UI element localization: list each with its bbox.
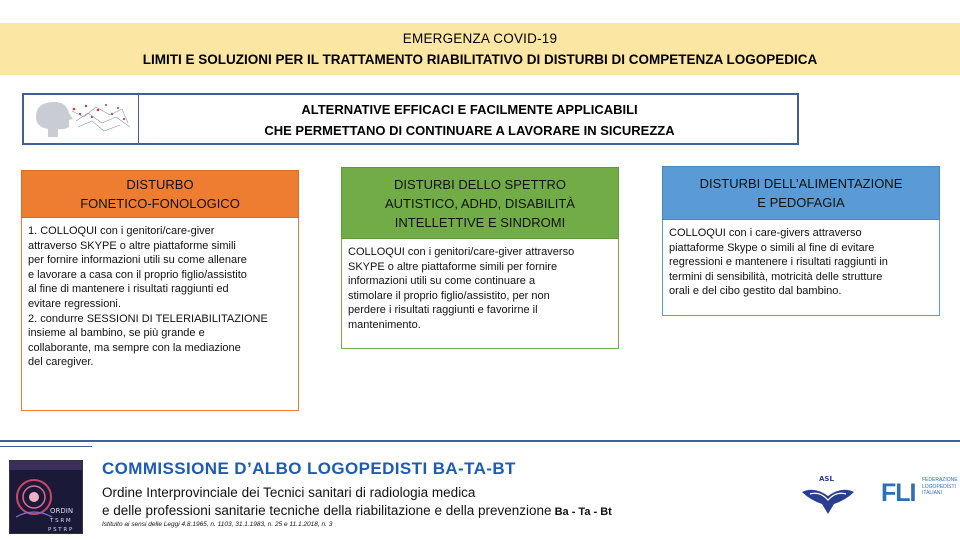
ordine-logo [9, 460, 83, 534]
column-body-fonetico [21, 218, 299, 411]
body-line: e lavorare a casa con il proprio figlio/assistito [28, 268, 247, 281]
body-line: orali e del cibo gestito dal bambino. [669, 285, 842, 298]
fli-logo-text-line: LOGOPEDISTI [922, 483, 956, 490]
header-title-line2: LIMITI E SOLUZIONI PER IL TRATTAMENTO RIABILITATIVO DI DISTURBI DI COMPETENZA LOGOPEDICA [142, 52, 818, 67]
body-line: 1. COLLOQUI con i genitori/care-giver [28, 225, 215, 237]
body-line: COLLOQUI con i genitori/care-giver attraverso [348, 246, 575, 258]
ordine-logo-text: P S T R P [48, 527, 73, 533]
alternatives-title-line1: ALTERNATIVE EFFICACI E FACILMENTE APPLICABILI [301, 102, 638, 117]
body-line: collaborante, ma sempre con la mediazione [28, 341, 241, 354]
body-line: SKYPE o altre piattaforme simili per fornire [348, 260, 558, 273]
body-line: del caregiver. [28, 356, 94, 369]
body-line: 2. condurre SESSIONI DI TELERIABILITAZIONE [28, 312, 268, 325]
alternatives-box [22, 93, 799, 145]
body-line: insieme al bambino, se più grande e [28, 327, 205, 340]
ordine-name-text: e delle professioni sanitarie tecniche della riabilitazione e della prevenzione [102, 503, 552, 518]
body-line: termini di sensibilità, motricità delle strutture [669, 270, 883, 283]
header-banner [0, 23, 960, 75]
body-line: stimolare il proprio figlio/assistito, per non [348, 289, 550, 302]
column-header-fonetico [21, 170, 299, 218]
footer-divider-short [0, 446, 92, 447]
legal-reference: Istituito ai sensi delle Leggi 4.8.1965, n. 1103, 31.1.1983, n. 25 e 11.1.2018, n. 3 [102, 521, 333, 528]
fli-logo-letters: FLI [881, 479, 916, 507]
body-line: perdere i risultati raggiunti e favorirne il [348, 304, 538, 317]
body-line: al fine di mantenere i risultati raggiunti ed [28, 283, 229, 296]
footer-divider [0, 440, 960, 442]
asl-logo-text: ASL [819, 475, 834, 483]
column-header-alimentazione [662, 166, 940, 220]
column-title-line: DISTURBI DELL’ALIMENTAZIONE [699, 176, 903, 191]
ordine-name-line1: Ordine Interprovinciale dei Tecnici sanitari di radiologia medica [102, 485, 476, 500]
body-line: attraverso SKYPE o altre piattaforme simili [28, 239, 236, 252]
fli-logo [878, 472, 958, 516]
column-title-line: E PEDOFAGIA [757, 195, 845, 210]
ordine-name-line2 [102, 503, 612, 518]
column-body-alimentazione [662, 220, 940, 316]
body-line: COLLOQUI con i care-givers attraverso [669, 227, 862, 239]
body-line: piattaforme Skype o simili al fine di evitare [669, 241, 875, 254]
column-title-line: AUTISTICO, ADHD, DISABILITÀ [385, 195, 575, 211]
column-title-line: FONETICO-FONOLOGICO [80, 196, 240, 211]
body-line: evitare regressioni. [28, 297, 121, 310]
body-line: mantenimento. [348, 318, 421, 331]
fli-logo-text [922, 477, 958, 497]
ordine-provinces: Ba - Ta - Bt [551, 506, 612, 518]
ordine-logo-text: ORDIN [50, 507, 74, 515]
asl-logo [798, 472, 858, 518]
column-header-autistico [341, 167, 619, 239]
column-title-line: INTELLETTIVE E SINDROMI [394, 214, 566, 230]
alternatives-title-line2: CHE PERMETTANO DI CONTINUARE A LAVORARE IN SICUREZZA [264, 123, 675, 138]
column-title-line: DISTURBO [126, 177, 194, 192]
column-body-autistico [341, 239, 619, 349]
ordine-logo-graphic [10, 461, 83, 534]
body-line: regressioni e mantenere i risultati raggiunti in [669, 256, 888, 269]
body-line: informazioni utili su come continuare a [348, 275, 536, 288]
column-title-line: DISTURBI DELLO SPETTRO [394, 176, 566, 192]
ordine-logo-text: T S R M [50, 518, 71, 524]
body-line: per fornire informazioni utili su come allenare [28, 254, 247, 267]
alternatives-divider [138, 95, 139, 143]
fli-logo-text-line: FEDERAZIONE [922, 477, 958, 483]
header-title-line1: EMERGENZA COVID-19 [402, 31, 558, 46]
fli-logo-text-line: ITALIANI [922, 490, 942, 496]
head-silhouette-icon [26, 97, 134, 141]
commission-title: COMMISSIONE D’ALBO LOGOPEDISTI BA-TA-BT [102, 459, 516, 478]
